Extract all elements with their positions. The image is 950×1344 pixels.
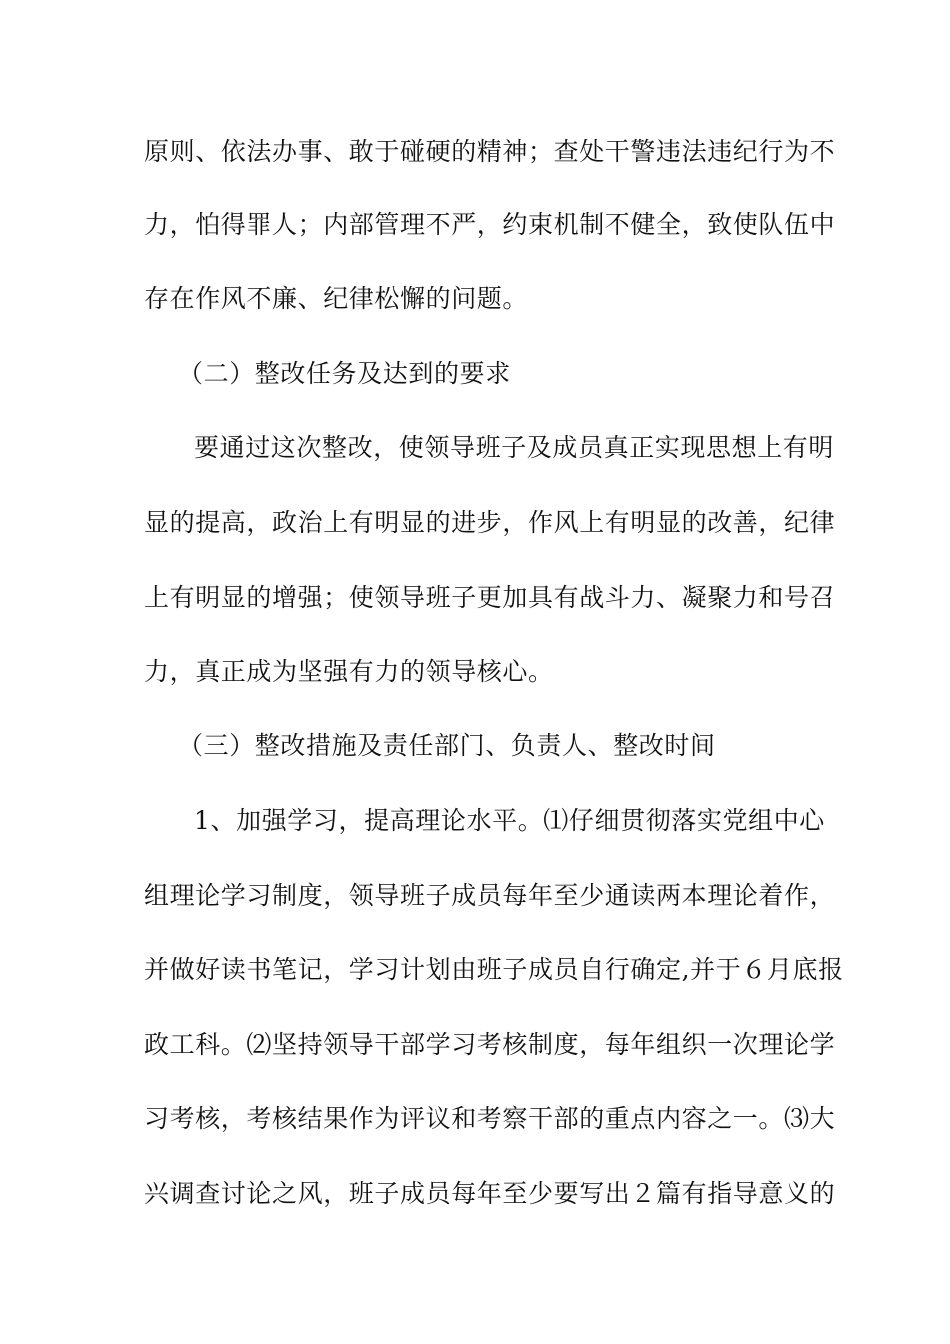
paragraph-line: 组理论学习制度，领导班子成员每年至少通读两本理论着作，	[144, 881, 836, 910]
paragraph-line: 力，怕得罪人；内部管理不严，约束机制不健全，致使队伍中	[144, 210, 836, 239]
paragraph-line: 要通过这次整改，使领导班子及成员真正实现思想上有明	[194, 433, 835, 462]
paragraph-line: 并做好读书笔记，学习计划由班子成员自行确定,并于６月底报	[144, 955, 844, 984]
paragraph-line: 上有明显的增强；使领导班子更加具有战斗力、凝聚力和号召	[144, 583, 836, 612]
section-heading: （三）整改措施及责任部门、负责人、整改时间	[178, 731, 716, 760]
paragraph-line: 原则、依法办事、敢于碰硬的精神；查处干警违法违纪行为不	[144, 137, 836, 166]
paragraph-line: 兴调查讨论之风，班子成员每年至少要写出２篇有指导意义的	[144, 1179, 836, 1208]
paragraph-line: 政工科。⑵坚持领导干部学习考核制度，每年组织一次理论学	[144, 1030, 836, 1059]
paragraph-line: 习考核，考核结果作为评议和考察干部的重点内容之一。⑶大	[144, 1104, 836, 1133]
paragraph-line: 显的提高，政治上有明显的进步，作风上有明显的改善，纪律	[144, 508, 836, 537]
paragraph-line: 力，真正成为坚强有力的领导核心。	[144, 657, 554, 686]
paragraph-line: 存在作风不廉、纪律松懈的问题。	[144, 284, 529, 313]
section-heading: （二）整改任务及达到的要求	[178, 359, 511, 388]
paragraph-line: 1、加强学习，提高理论水平。⑴仔细贯彻落实党组中心	[194, 806, 825, 835]
